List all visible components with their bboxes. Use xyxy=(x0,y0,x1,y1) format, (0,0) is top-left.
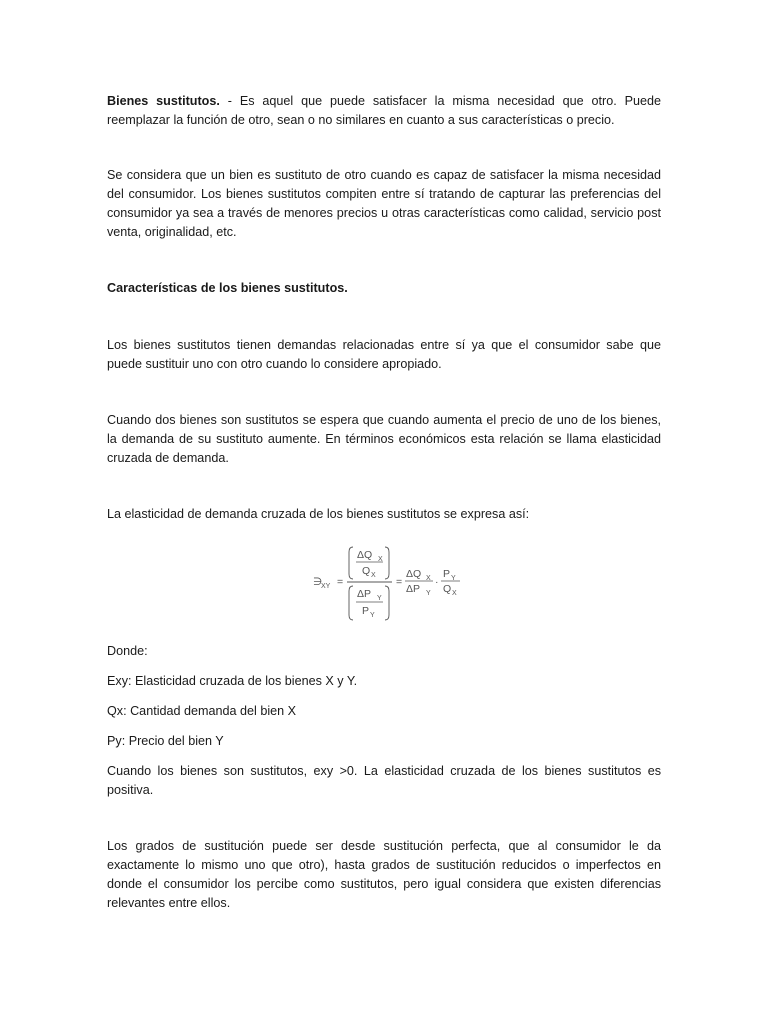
rhs-q: Q xyxy=(443,583,452,595)
cross-elasticity-formula xyxy=(107,540,661,630)
donde-label: Donde: xyxy=(107,644,148,658)
formula-equals-1: = xyxy=(337,576,344,588)
paren-num-right xyxy=(385,547,389,579)
rhs-p-sub: Y xyxy=(451,575,456,582)
positive-note-paragraph: Cuando los bienes son sustitutos, exy >0. La elasticidad cruzada de los bienes sustitutos es positiva. xyxy=(107,764,661,797)
paren-den-left xyxy=(349,586,353,620)
num-q: Q xyxy=(362,565,371,577)
cross-elasticity-paragraph: Cuando dos bienes son sustitutos se espera que cuando aumenta el precio de uno de los bienes, la demanda de su sustituto aumente. En términos económicos esta relación se llama elasticidad cruzada de demanda. xyxy=(107,413,661,465)
intro-term: Bienes sustitutos. xyxy=(107,94,220,108)
den-p-sub: Y xyxy=(370,612,375,619)
document-page xyxy=(107,92,661,913)
formula-intro-paragraph: La elasticidad de demanda cruzada de los bienes sustitutos se expresa así: xyxy=(107,507,530,521)
intro-text: - Es aquel que puede satisfacer la misma necesidad que otro. Puede reemplazar la función de otro, sean o no similares en cuanto a sus características o precio. xyxy=(107,94,662,127)
den-p: P xyxy=(362,605,370,617)
definition-py: Py: Precio del bien Y xyxy=(107,734,224,748)
num-delta-q-sub: X xyxy=(378,556,383,563)
grades-paragraph: Los grados de sustitución puede ser desde sustitución perfecta, que al consumidor le da exactamente lo mismo uno que otro), hasta grados de sustitución reducidos o imperfectos en donde el consumidor los percibe como sustitutos, pero igual considera que existen diferencias relevantes entre ellos. xyxy=(107,839,661,910)
num-q-sub: X xyxy=(371,572,376,579)
formula-lhs-symbol: ∋ xyxy=(313,576,323,588)
den-delta-p-sub: Y xyxy=(377,595,382,602)
formula-equals-2: = xyxy=(396,576,403,588)
definition-exy: Exy: Elasticidad cruzada de los bienes X y Y. xyxy=(107,674,358,688)
rhs-dot: · xyxy=(435,576,439,588)
definition-paragraph: Se considera que un bien es sustituto de otro cuando es capaz de satisfacer la misma necesidad del consumidor. Los bienes sustitutos compiten entre sí tratando de capturar las preferencias del consumidor ya sea a través de menores precios u otras características como calidad, servicio post venta, originalidad, etc. xyxy=(107,168,661,239)
rhs-q-sub: X xyxy=(452,590,457,597)
intro-paragraph xyxy=(107,92,661,130)
rhs-delta-p-sub: Y xyxy=(426,590,431,597)
characteristics-heading: Características de los bienes sustitutos. xyxy=(107,281,348,295)
related-demand-paragraph: Los bienes sustitutos tienen demandas relacionadas entre sí ya que el consumidor sabe que puede sustituir uno con otro cuando lo considere apropiado. xyxy=(107,338,661,371)
formula-figure xyxy=(313,540,473,630)
rhs-delta-q: ΔQ xyxy=(406,568,422,580)
den-delta-p: ΔP xyxy=(357,588,372,600)
num-delta-q: ΔQ xyxy=(357,549,373,561)
definition-qx: Qx: Cantidad demanda del bien X xyxy=(107,704,297,718)
paren-den-right xyxy=(385,586,389,620)
formula-lhs-sub: XY xyxy=(321,583,331,590)
rhs-delta-p: ΔP xyxy=(406,583,421,595)
rhs-delta-q-sub: X xyxy=(426,575,431,582)
paren-num-left xyxy=(349,547,353,579)
rhs-p: P xyxy=(443,568,451,580)
